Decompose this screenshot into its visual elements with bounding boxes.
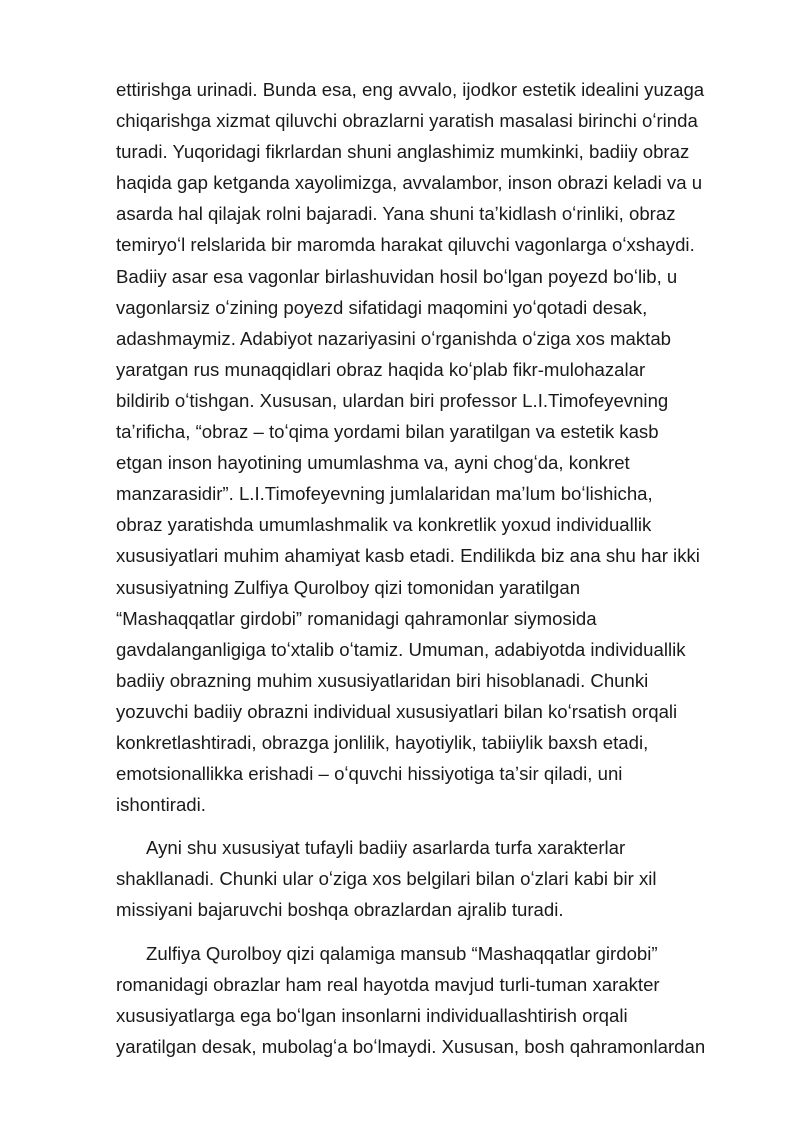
paragraph xyxy=(116,938,744,1062)
text-line: obraz yaratishda umumlashmalik va konkretlik yoxud individuallik xyxy=(116,514,652,536)
text-line: emotsionallikka erishadi – oʻquvchi hissiyotiga taʼsir qiladi, uni xyxy=(116,763,623,785)
text-line: xususiyatlari muhim ahamiyat kasb etadi. Endilikda biz ana shu har ikki xyxy=(116,545,700,567)
text-line: bildirib oʻtishgan. Xususan, ulardan biri professor L.I.Timofeyevning xyxy=(116,389,669,411)
text-line: “Mashaqqatlar girdobi” romanidagi qahramonlar siymosida xyxy=(116,607,597,629)
text-line: gavdalanganligiga toʻxtalib oʻtamiz. Umuman, adabiyotda individuallik xyxy=(116,638,686,660)
text-line: asarda hal qilajak rolni bajaradi. Yana shuni taʼkidlash oʻrinliki, obraz xyxy=(116,203,676,225)
text-line: manzarasidir”. L.I.Timofeyevning jumlalaridan maʼlum boʻlishicha, xyxy=(116,483,653,505)
text-line: turadi. Yuqoridagi fikrlardan shuni anglashimiz mumkinki, badiiy obraz xyxy=(116,141,690,163)
text-line: temiryoʻl relslarida bir maromda harakat qiluvchi vagonlarga oʻxshaydi. xyxy=(116,234,695,256)
text-line: Zulfiya Qurolboy qizi qalamiga mansub “Mashaqqatlar girdobi” xyxy=(146,942,658,964)
text-line: xususiyatning Zulfiya Qurolboy qizi tomonidan yaratilgan xyxy=(116,576,581,598)
text-line: adashmaymiz. Adabiyot nazariyasini oʻrganishda oʻziga xos maktab xyxy=(116,327,672,349)
text-line: yaratilgan desak, mubolagʻa boʻlmaydi. Xususan, bosh qahramonlardan xyxy=(116,1035,706,1057)
text-line: ishontiradi. xyxy=(116,794,206,816)
text-line: vagonlarsiz oʻzining poyezd sifatidagi maqomini yoʻqotadi desak, xyxy=(116,296,648,318)
text-line: haqida gap ketganda xayolimizga, avvalambor, inson obrazi keladi va u xyxy=(116,172,703,194)
body-text xyxy=(116,74,744,1062)
text-line: missiyani bajaruvchi boshqa obrazlardan ajralib turadi. xyxy=(116,899,564,921)
text-line: shakllanadi. Chunki ular oʻziga xos belgilari bilan oʻzlari kabi bir xil xyxy=(116,868,657,890)
text-line: badiiy obrazning muhim xususiyatlaridan biri hisoblanadi. Chunki xyxy=(116,669,649,691)
text-line: chiqarishga xizmat qiluvchi obrazlarni yaratish masalasi birinchi oʻrinda xyxy=(116,110,698,132)
paragraph xyxy=(116,832,744,925)
text-line: taʼrificha, “obraz – toʻqima yordami bilan yaratilgan va estetik kasb xyxy=(116,421,659,443)
text-line: yozuvchi badiiy obrazni individual xususiyatlari bilan koʻrsatish orqali xyxy=(116,700,678,722)
text-line: konkretlashtiradi, obrazga jonlilik, hayotiylik, tabiiylik baxsh etadi, xyxy=(116,731,649,753)
text-line: xususiyatlarga ega boʻlgan insonlarni individuallashtirish orqali xyxy=(116,1004,628,1026)
text-line: yaratgan rus munaqqidlari obraz haqida koʻplab fikr-mulohazalar xyxy=(116,358,646,380)
text-line: Badiiy asar esa vagonlar birlashuvidan hosil boʻlgan poyezd boʻlib, u xyxy=(116,265,678,287)
text-line: romanidagi obrazlar ham real hayotda mavjud turli-tuman xarakter xyxy=(116,973,660,995)
paragraph xyxy=(116,74,744,820)
text-line: Ayni shu xususiyat tufayli badiiy asarlarda turfa xarakterlar xyxy=(146,837,626,859)
text-line: ettirishga urinadi. Bunda esa, eng avvalo, ijodkor estetik idealini yuzaga xyxy=(116,79,705,100)
text-line: etgan inson hayotining umumlashma va, ayni chogʻda, konkret xyxy=(116,452,630,474)
